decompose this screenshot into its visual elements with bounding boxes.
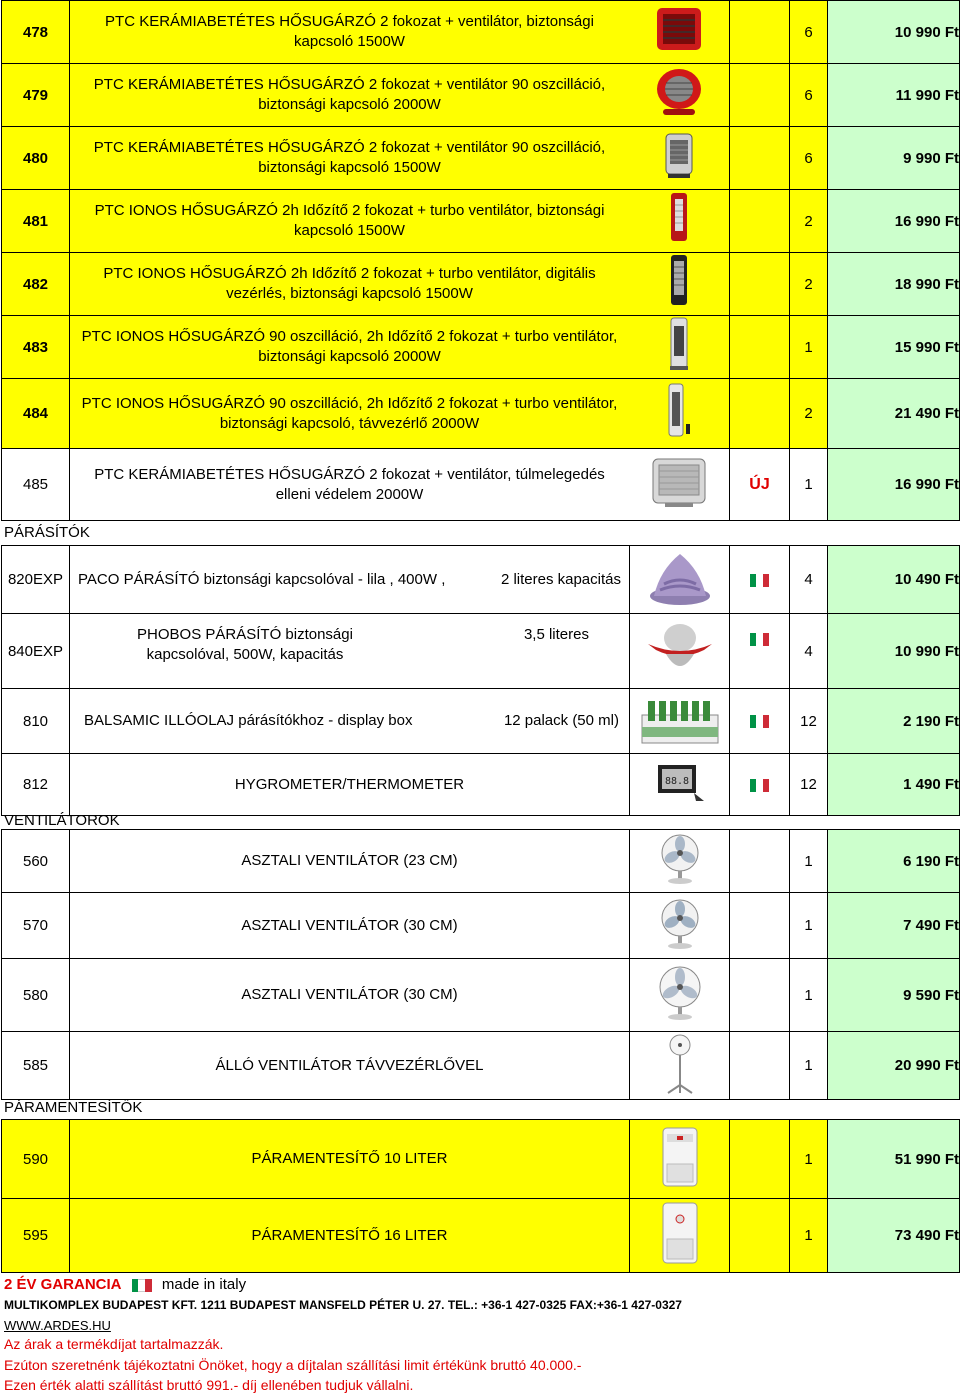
product-code: 479 (2, 64, 70, 127)
quantity: 1 (790, 893, 828, 959)
product-code: 560 (2, 830, 70, 893)
price: 21 490 Ft (828, 379, 960, 449)
humidifiers-table (1, 545, 960, 816)
product-code: 580 (2, 959, 70, 1032)
fans-table (1, 829, 960, 1100)
desk-fan-icon (630, 893, 730, 959)
quantity: 1 (790, 959, 828, 1032)
product-description: PTC KERÁMIABETÉTES HŐSUGÁRZÓ 2 fokozat + ventilátor 90 oszcilláció, biztonsági kapcsoló 2000W (93, 76, 606, 113)
quantity: 4 (790, 546, 828, 614)
price: 20 990 Ft (828, 1032, 960, 1100)
product-capacity: 2 literes kapacitás (500, 570, 621, 588)
shipping-fee-note: Ezen érték alatti szállítást bruttó 991.- díj ellenében tudjuk vállalni. (4, 1377, 414, 1393)
price: 6 190 Ft (828, 830, 960, 893)
red-dome-humidifier-icon (630, 614, 730, 689)
price: 73 490 Ft (828, 1199, 960, 1273)
quantity: 1 (790, 449, 828, 521)
product-code: 590 (2, 1120, 70, 1199)
quantity: 1 (790, 1032, 828, 1100)
hygrometer-icon (630, 754, 730, 816)
table-row (2, 1, 960, 64)
dehumidifiers-table (1, 1119, 960, 1273)
product-description: PTC KERÁMIABETÉTES HŐSUGÁRZÓ 2 fokozat + ventilátor, túlmelegedés elleni védelem 2000W (94, 465, 605, 503)
quantity: 12 (790, 689, 828, 754)
product-description: PTC IONOS HŐSUGÁRZÓ 90 oszcilláció, 2h Időzítő 2 fokozat + turbo ventilátor, biztonsági kapcsoló 2000W (81, 328, 618, 365)
italian-flag-icon (730, 689, 790, 754)
red-round-heater-icon (629, 65, 729, 125)
table-row (2, 127, 960, 190)
price: 10 490 Ft (828, 546, 960, 614)
section-title-dehumidifiers: PÁRAMENTESÍTŐK (4, 1099, 143, 1116)
table-row (2, 379, 960, 449)
italian-flag-icon (730, 754, 790, 816)
quantity: 1 (790, 1120, 828, 1199)
product-description: ASZTALI VENTILÁTOR (23 CM) (70, 830, 630, 893)
quantity: 12 (790, 754, 828, 816)
product-description: ASZTALI VENTILÁTOR (30 CM) (70, 959, 630, 1032)
price: 51 990 Ft (828, 1120, 960, 1199)
company-info: MULTIKOMPLEX BUDAPEST KFT. 1211 BUDAPEST MANSFELD PÉTER U. 27. TEL.: +36-1 427-0325 FAX:+36-1 427-0327 (4, 1298, 682, 1312)
product-code: 481 (2, 190, 70, 253)
dehumidifier-icon (630, 1120, 730, 1199)
price: 1 490 Ft (828, 754, 960, 816)
product-capacity: 3,5 literes (523, 626, 589, 643)
quantity: 2 (790, 190, 828, 253)
price: 15 990 Ft (828, 316, 960, 379)
table-row (2, 449, 960, 521)
red-cube-heater-icon (629, 4, 729, 60)
svg-text:88.8: 88.8 (664, 775, 689, 787)
product-code: 570 (2, 893, 70, 959)
product-code: 810 (2, 689, 70, 754)
made-in-text: made in italy (161, 1276, 247, 1293)
table-row (2, 893, 960, 959)
product-code: 478 (2, 1, 70, 64)
price-note: Az árak a termékdíjat tartalmazzák. (4, 1336, 224, 1352)
table-row (2, 689, 960, 754)
red-tower-heater-icon (629, 191, 729, 251)
product-code: 483 (2, 316, 70, 379)
quantity: 1 (790, 830, 828, 893)
product-description: PÁRAMENTESÍTŐ 16 LITER (70, 1199, 630, 1273)
oil-display-box-icon (630, 689, 730, 754)
desk-fan-icon (630, 959, 730, 1032)
quantity: 1 (790, 316, 828, 379)
quantity: 2 (790, 379, 828, 449)
section-title-humidifiers: PÁRÁSÍTÓK (4, 524, 90, 541)
product-description: PÁRAMENTESÍTŐ 10 LITER (70, 1120, 630, 1199)
price: 10 990 Ft (828, 1, 960, 64)
product-code: 485 (2, 449, 70, 521)
price: 10 990 Ft (828, 614, 960, 689)
product-description: ÁLLÓ VENTILÁTOR TÁVVEZÉRLŐVEL (70, 1032, 630, 1100)
price: 9 590 Ft (828, 959, 960, 1032)
table-row (2, 64, 960, 127)
table-row (2, 546, 960, 614)
warranty-line (4, 1276, 246, 1293)
product-code: 484 (2, 379, 70, 449)
heaters-table (1, 0, 960, 521)
product-description: PTC IONOS HŐSUGÁRZÓ 2h Időzítő 2 fokozat + turbo ventilátor, digitális vezérlés, biztonsági kapcsoló 1500W (103, 265, 596, 302)
table-row (2, 830, 960, 893)
italian-flag-icon (132, 1279, 152, 1292)
desk-fan-icon (630, 830, 730, 893)
price: 9 990 Ft (828, 127, 960, 190)
product-code: 820EXP (2, 546, 70, 614)
product-description: PTC IONOS HŐSUGÁRZÓ 90 oszcilláció, 2h Időzítő 2 fokozat + turbo ventilátor, biztonsági kapcsoló, távvezérlő 2000W (81, 394, 618, 432)
price: 2 190 Ft (828, 689, 960, 754)
section-title-fans: VENTILÁTOROK (4, 812, 120, 829)
shipping-note: Ezúton szeretnénk tájékoztatni Önöket, hogy a díjtalan szállítási limit értékünk bruttó 40.000.- (4, 1357, 582, 1373)
silver-tower-heater-icon (629, 316, 729, 378)
product-code: 840EXP (2, 614, 70, 689)
table-row (2, 614, 960, 689)
quantity: 1 (790, 1199, 828, 1273)
warranty-text: 2 ÉV GARANCIA (4, 1276, 122, 1293)
product-description: PTC IONOS HŐSUGÁRZÓ 2h Időzítő 2 fokozat + turbo ventilátor, biztonsági kapcsoló 1500W (94, 202, 605, 239)
product-description: BALSAMIC ILLÓOLAJ párásítókhoz - display box (84, 712, 413, 729)
product-capacity: 12 palack (50 ml) (503, 712, 619, 729)
dehumidifier-icon (630, 1199, 730, 1273)
price: 16 990 Ft (828, 190, 960, 253)
quantity: 4 (790, 614, 828, 689)
product-description: PTC KERÁMIABETÉTES HŐSUGÁRZÓ 2 fokozat + ventilátor, biztonsági kapcsoló 1500W (105, 13, 594, 50)
price: 11 990 Ft (828, 64, 960, 127)
table-row (2, 959, 960, 1032)
product-description: ASZTALI VENTILÁTOR (30 CM) (70, 893, 630, 959)
black-tower-heater-icon (629, 253, 729, 315)
table-row (2, 316, 960, 379)
silver-box-heater-icon (629, 453, 729, 517)
product-code: 595 (2, 1199, 70, 1273)
italian-flag-icon (730, 546, 790, 614)
table-row (2, 754, 960, 816)
price: 18 990 Ft (828, 253, 960, 316)
quantity: 6 (790, 127, 828, 190)
table-row (2, 190, 960, 253)
purple-humidifier-icon (630, 546, 730, 614)
website-link[interactable]: WWW.ARDES.HU (4, 1318, 111, 1333)
quantity: 6 (790, 1, 828, 64)
price: 16 990 Ft (828, 449, 960, 521)
quantity: 2 (790, 253, 828, 316)
italian-flag-icon (730, 614, 790, 689)
product-description: HYGROMETER/THERMOMETER (70, 754, 630, 816)
table-row (2, 1032, 960, 1100)
product-code: 482 (2, 253, 70, 316)
price: 7 490 Ft (828, 893, 960, 959)
product-code: 480 (2, 127, 70, 190)
product-description: PACO PÁRÁSÍTÓ biztonsági kapcsolóval - lila , 400W , (78, 570, 446, 588)
product-code: 585 (2, 1032, 70, 1100)
quantity: 6 (790, 64, 828, 127)
product-description: PTC KERÁMIABETÉTES HŐSUGÁRZÓ 2 fokozat + ventilátor 90 oszcilláció, biztonsági kapcsoló 1500W (93, 139, 606, 176)
product-description: PHOBOS PÁRÁSÍTÓ biztonsági kapcsolóval, 500W, kapacitás (137, 626, 353, 663)
product-code: 812 (2, 754, 70, 816)
table-row (2, 1120, 960, 1199)
grey-heater-icon (629, 130, 729, 186)
table-row (2, 1199, 960, 1273)
table-row (2, 253, 960, 316)
new-badge: ÚJ (749, 475, 770, 493)
tall-tower-heater-icon (629, 382, 729, 446)
standing-fan-icon (630, 1032, 730, 1100)
